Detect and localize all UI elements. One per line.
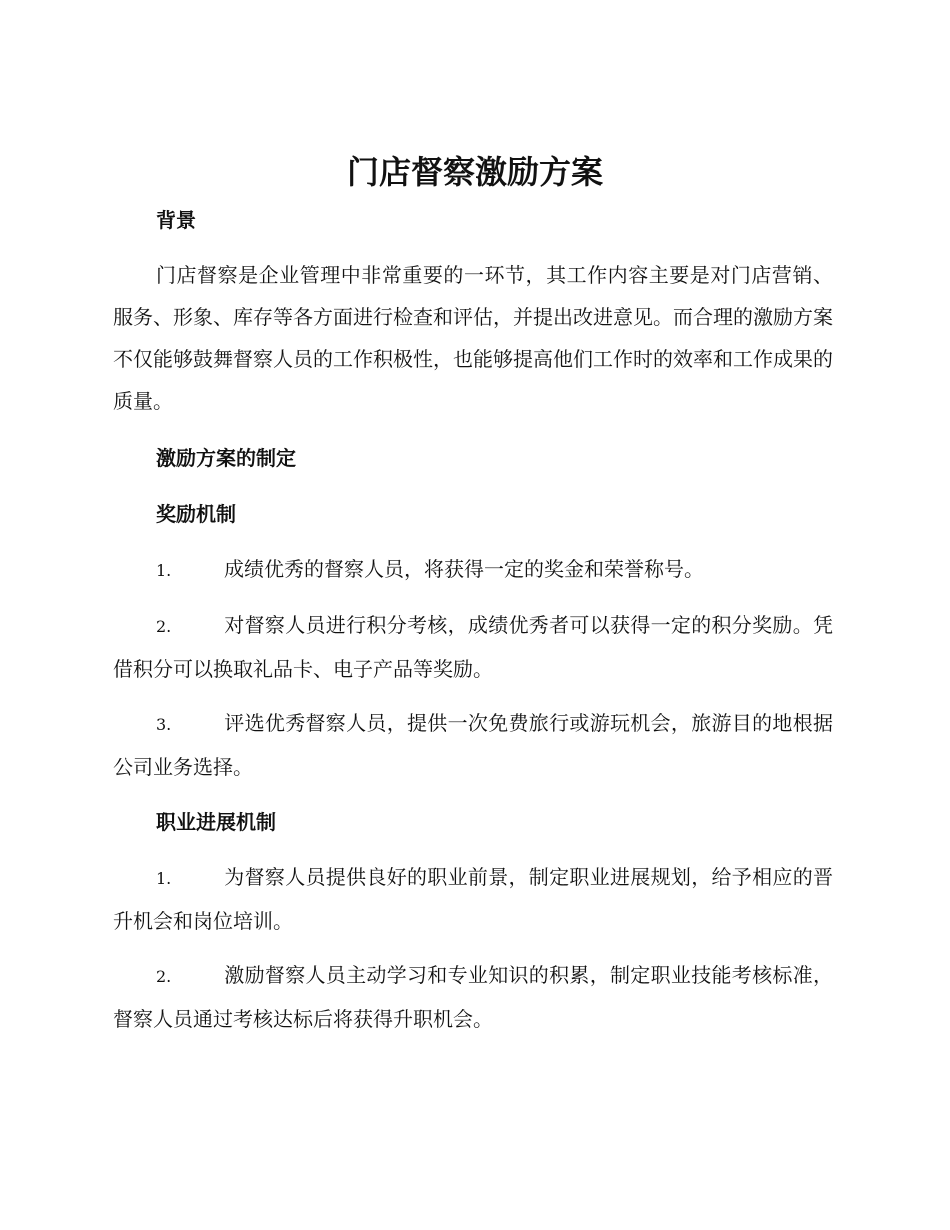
section-heading-reward: 奖励机制 bbox=[156, 502, 236, 526]
reward-item-3 bbox=[113, 702, 833, 788]
career-item-1 bbox=[113, 856, 833, 942]
section-heading-plan: 激励方案的制定 bbox=[156, 446, 296, 470]
page-title: 门店督察激励方案 bbox=[346, 153, 603, 191]
list-number: 1. bbox=[156, 561, 172, 580]
list-number: 2. bbox=[156, 967, 172, 986]
list-item-text: 激励督察人员主动学习和专业知识的积累，制定职业技能考核标准，督察人员通过考核达标后将获得升职机会。 bbox=[113, 963, 833, 1031]
list-number: 1. bbox=[156, 869, 172, 888]
list-item-text: 评选优秀督察人员，提供一次免费旅行或游玩机会，旅游目的地根据公司业务选择。 bbox=[113, 711, 833, 779]
reward-item-1 bbox=[113, 548, 833, 592]
career-item-2 bbox=[113, 954, 833, 1040]
list-item-text: 成绩优秀的督察人员，将获得一定的奖金和荣誉称号。 bbox=[224, 557, 704, 581]
list-item-text: 对督察人员进行积分考核，成绩优秀者可以获得一定的积分奖励。凭借积分可以换取礼品卡、电子产品等奖励。 bbox=[113, 613, 833, 681]
section-heading-career: 职业进展机制 bbox=[156, 810, 276, 834]
background-paragraph: 门店督察是企业管理中非常重要的一环节，其工作内容主要是对门店营销、服务、形象、库存等各方面进行检查和评估，并提出改进意见。而合理的激励方案不仅能够鼓舞督察人员的工作积极性，也能够提高他们工作时的效率和工作成果的质量。 bbox=[113, 263, 833, 413]
reward-item-2 bbox=[113, 604, 833, 690]
list-number: 2. bbox=[156, 617, 172, 636]
document-body bbox=[113, 198, 833, 1040]
section-heading-background: 背景 bbox=[156, 208, 196, 232]
list-item-text: 为督察人员提供良好的职业前景，制定职业进展规划，给予相应的晋升机会和岗位培训。 bbox=[113, 865, 833, 933]
list-number: 3. bbox=[156, 715, 172, 734]
